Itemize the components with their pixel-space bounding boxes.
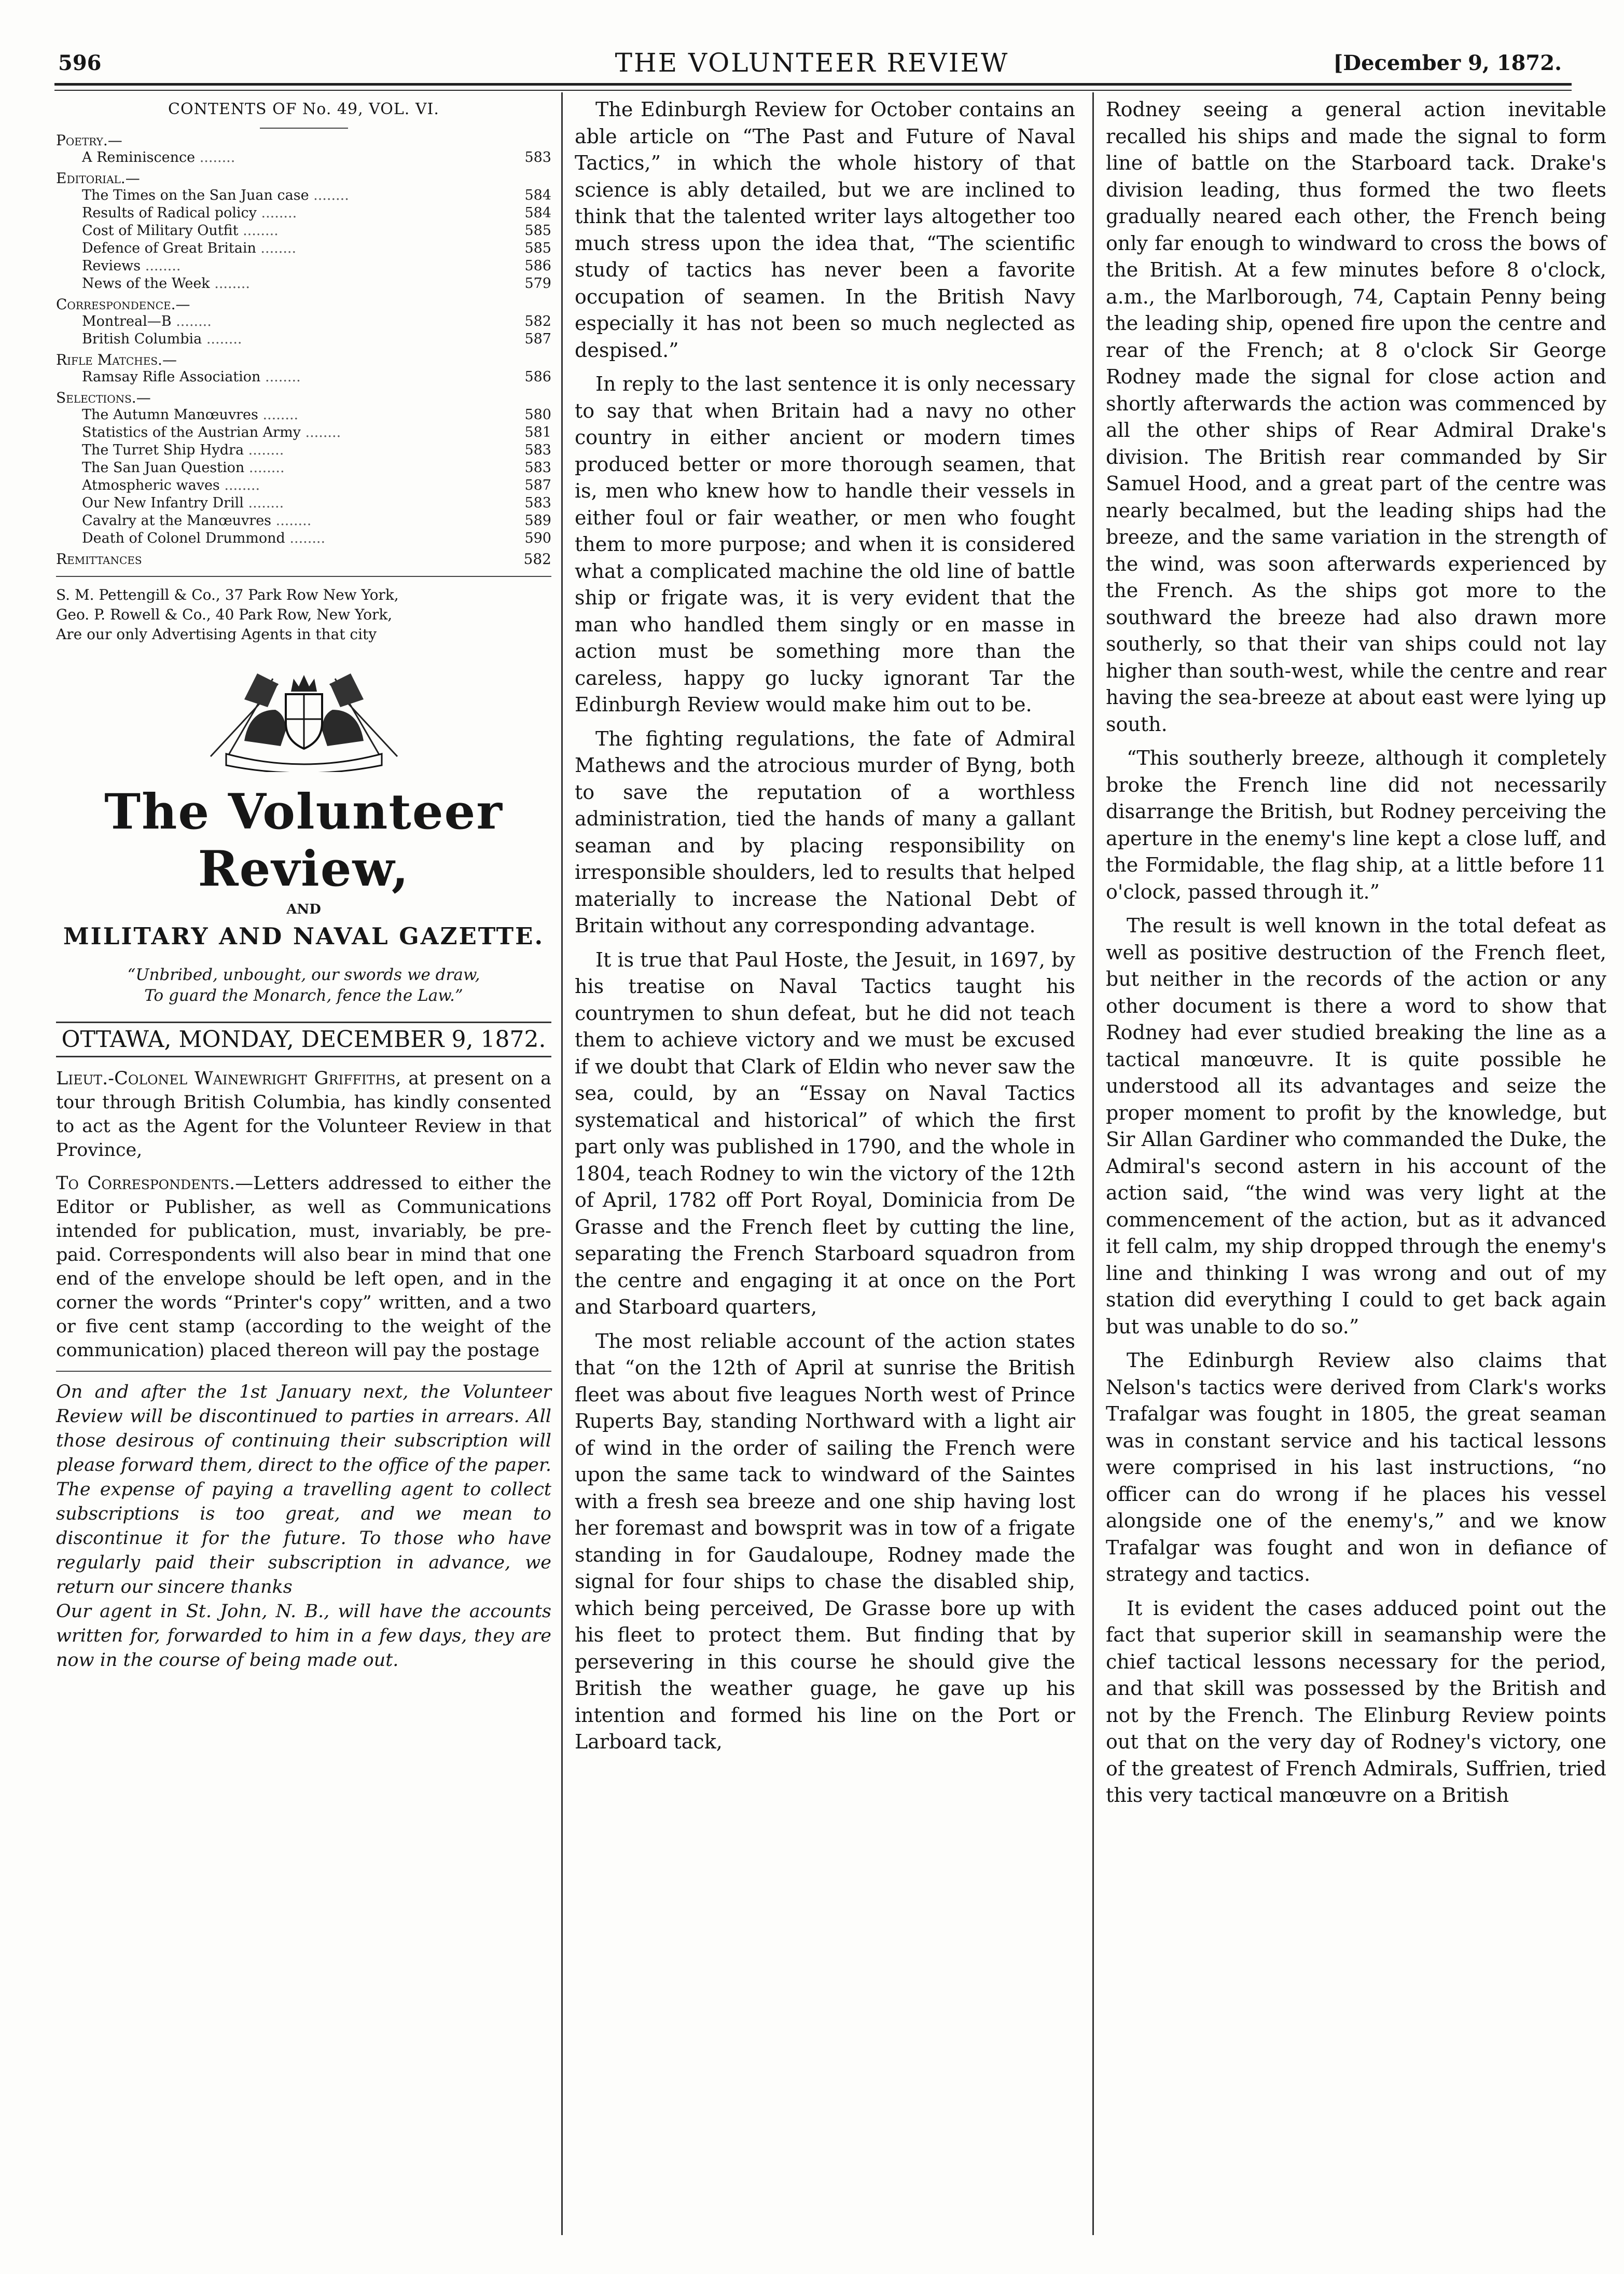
agent-notice bbox=[56, 1067, 551, 1162]
royal-arms-crest bbox=[195, 663, 413, 772]
section-heading-text: Rifle Matches.— bbox=[56, 351, 177, 368]
leader-dots: ........ bbox=[256, 205, 297, 221]
leader-dots: ........ bbox=[210, 275, 250, 292]
contents-item-title: Cost of Military Outfit bbox=[82, 223, 239, 239]
article-paragraph: “This southerly breeze, although it completely broke the French line did not necessarily disarrange the British, but Rodney perceiving the aperture in the enemy's line kept a close luff, and the Formidable, the flag ship, at a little before 11 o'clock, passed through it.” bbox=[1106, 747, 1606, 903]
arrears-notice: On and after the 1st January next, the Volunteer Review will be discontinued to parties in arrears. All those desirous of continuing their subscription will please forward them, direct to the office of the paper. The expense of paying a travelling agent to collect subscriptions is too great, and we mean to discontinue it for the future. To those who have regularly paid their subscription in advance, we return our sincere thanks bbox=[56, 1382, 551, 1597]
running-date: [December 9, 1872. bbox=[1333, 51, 1562, 75]
contents-item bbox=[56, 149, 551, 167]
contents-item bbox=[56, 530, 551, 547]
divider bbox=[56, 1371, 551, 1372]
motto-line: “Unbribed, unbought, our swords we draw, bbox=[127, 966, 480, 984]
contents-item-title: A Reminiscence bbox=[82, 149, 196, 166]
leader-dots: ........ bbox=[256, 240, 297, 256]
masthead-title: The Volunteer Review, bbox=[104, 783, 503, 898]
article-paragraph: It is true that Paul Hoste, the Jesuit, in 1697, by his treatise on Naval Tactics taught his countrymen to shun defeat, but he did not teach them to achieve victory and we must be excused if we doubt that Clark of Eldin who never saw the sea, could, by an “Essay on Naval Tactics systematical and historical” of which the first part only was published in 1790, and the whole in 1804, teach Rodney to win the victory of the 12th of April, 1782 off Port Royal, Dominicia from De Grasse and the French fleet by cutting the line, separating the French Starboard squadron from the centre and engaging it at once on the Port and Starboard quarters, bbox=[575, 948, 1075, 1318]
contents-page-number: 586 bbox=[524, 258, 551, 274]
contents-item bbox=[56, 204, 551, 222]
left-column bbox=[56, 96, 551, 1673]
contents-section-heading bbox=[56, 132, 551, 149]
contents-item bbox=[56, 240, 551, 257]
right-column bbox=[1106, 92, 1606, 1816]
article-paragraph: The result is well known in the total defeat as well as positive destruction of the French fleet, but neither in the records of the action or any other document is there a word to show that Rodney had ever studied breaking the line as a tactical manœuvre. It is quite possible he understood all its advantages and seize the proper moment to profit by the knowledge, but Sir Allan Gardiner who commanded the Duke, the Admiral's second astern in his account of the action said, “the wind was very light at the commencement of the action, but as it advanced it fell calm, my ship dropped through the enemy's line and thinking I was wrong and out of my station did everything I could to get back again but was unable to do so.” bbox=[1106, 914, 1606, 1338]
notice-lead: To Correspondents. bbox=[56, 1173, 235, 1194]
contents-rule bbox=[260, 128, 348, 129]
contents-page-number: 584 bbox=[524, 187, 551, 203]
motto-line: To guard the Monarch, fence the Law.” bbox=[144, 986, 463, 1005]
article-paragraph: The Edinburgh Review for October contains an able article on “The Past and Future of Naval Tactics,” in which the whole history of that science is ably detailed, but we are inclined to think that the talented writer lays altogether too much stress upon the idea that, “The scientific study of tactics has never been a favorite occupation of seamen. In the British Navy especially it has not been so much neglected as despised.” bbox=[575, 98, 1075, 362]
dateline: OTTAWA, MONDAY, DECEMBER 9, 1872. bbox=[56, 1022, 551, 1057]
contents-page-number: 583 bbox=[524, 149, 551, 166]
contents-page-number: 580 bbox=[524, 407, 551, 423]
advertising-agents bbox=[56, 585, 551, 644]
contents-item-title: The Autumn Manœuvres bbox=[82, 407, 258, 423]
leader-dots: ........ bbox=[243, 495, 284, 511]
contents-item bbox=[56, 368, 551, 386]
contents-page-number: 582 bbox=[523, 550, 551, 568]
leader-dots: ........ bbox=[238, 223, 279, 239]
contents-item bbox=[56, 494, 551, 512]
contents-section-heading bbox=[56, 389, 551, 406]
st-john-agent-notice: Our agent in St. John, N. B., will have the accounts written for, forwarded to him in a few days, they are now in the course of being made out. bbox=[56, 1601, 551, 1671]
section-heading-text: Editorial.— bbox=[56, 170, 140, 187]
leader-dots: ........ bbox=[258, 407, 299, 423]
contents-page-number: 590 bbox=[524, 530, 551, 546]
contents-page-number: 587 bbox=[524, 477, 551, 493]
contents-page-number: 579 bbox=[524, 275, 551, 292]
contents-page-number: 583 bbox=[524, 442, 551, 458]
contents-title: CONTENTS OF No. 49, VOL. VI. bbox=[168, 100, 439, 118]
agent-line: S. M. Pettengill & Co., 37 Park Row New York, bbox=[56, 586, 399, 603]
section-heading-text: Correspondence.— bbox=[56, 296, 190, 313]
contents-item-title: Montreal—B bbox=[82, 313, 172, 329]
section-heading-text: Remittances bbox=[56, 550, 142, 568]
contents-item bbox=[56, 424, 551, 442]
leader-dots: ........ bbox=[309, 187, 349, 203]
notice-lead: Lieut.-Colonel Wainewright Griffiths, bbox=[56, 1068, 401, 1089]
masthead-and: AND bbox=[286, 902, 321, 917]
correspondents-notice bbox=[56, 1172, 551, 1362]
leader-dots: ........ bbox=[171, 313, 212, 329]
leader-dots: ........ bbox=[195, 149, 235, 166]
article-paragraph: Rodney seeing a general action inevitable recalled his ships and made the signal to form line of battle on the Starboard tack. Drake's division leading, thus formed the two fleets gradually neared each other, the French being only far enough to windward to cross the bows of the British. At a few minutes before 8 o'clock, a.m., the Marlborough, 74, Captain Penny being the leading ship, opened fire upon the centre and rear of the French; at 8 o'clock Sir George Rodney made the signal for close action and shortly afterwards the action was commenced by all the other ships of Rear Admiral Drake's division. The British rear commanded by Sir Samuel Hood, and a great part of the centre was nearly becalmed, but the leading ships had the breeze, and the same variation in the strength of the wind, was soon afterwards experienced by the French. As the ships got more to the southward the breeze had also drawn more southerly, so that their van ships could not lay higher than south-west, while the centre and rear having the sea-breeze at about east were lying up south. bbox=[1106, 98, 1606, 736]
contents-item-title: Reviews bbox=[82, 258, 141, 274]
divider bbox=[56, 576, 551, 577]
contents-page-number: 583 bbox=[524, 495, 551, 511]
contents-item bbox=[56, 330, 551, 348]
leader-dots: ........ bbox=[219, 477, 260, 493]
contents-section-heading bbox=[56, 351, 551, 368]
running-title: THE VOLUNTEER REVIEW bbox=[615, 48, 1009, 78]
contents-item-title: British Columbia bbox=[82, 331, 202, 347]
leader-dots: ........ bbox=[244, 460, 285, 476]
article-paragraph: The Edinburgh Review also claims that Nelson's tactics were derived from Clark's works Trafalgar was fought in 1805, the great seaman was in constant service and his tactical lessons were comprised in his last instructions, “no officer can do wrong if he places his vessel alongside one of the enemy's,” and we know Trafalgar was fought and won in defiance of strategy and tactics. bbox=[1106, 1349, 1606, 1586]
contents-page-number: 583 bbox=[524, 460, 551, 476]
leader-dots: ........ bbox=[141, 258, 181, 274]
contents-item-title: Cavalry at the Manœuvres bbox=[82, 513, 272, 529]
leader-dots: ........ bbox=[285, 530, 326, 546]
column-divider bbox=[561, 92, 563, 2235]
contents-item-title: Results of Radical policy bbox=[82, 205, 257, 221]
contents-list bbox=[56, 132, 551, 568]
contents-page-number: 589 bbox=[524, 513, 551, 529]
contents-item-title: Statistics of the Austrian Army bbox=[82, 424, 301, 440]
contents-item-title: The Turret Ship Hydra bbox=[82, 442, 244, 458]
contents-item-title: Death of Colonel Drummond bbox=[82, 530, 285, 546]
contents-section-heading bbox=[56, 170, 551, 187]
middle-column bbox=[575, 92, 1075, 1763]
contents-item bbox=[56, 512, 551, 530]
leader-dots: ........ bbox=[300, 424, 341, 440]
column-divider bbox=[1092, 92, 1094, 2235]
contents-section-heading bbox=[56, 550, 551, 568]
notice-body: at present on a tour through British Columbia, has kindly consented to act as the Agent for the Volunteer Review in that Province, bbox=[56, 1068, 551, 1161]
section-heading-text: Poetry.— bbox=[56, 132, 122, 149]
masthead-subtitle: MILITARY AND NAVAL GAZETTE. bbox=[63, 922, 545, 950]
contents-page-number: 587 bbox=[524, 331, 551, 347]
contents-item bbox=[56, 257, 551, 275]
contents-page-number: 581 bbox=[524, 424, 551, 440]
leader-dots: ........ bbox=[202, 331, 242, 347]
notice-body: —Letters addressed to either the Editor or Publisher, as well as Communications intended for publication, must, invariably, be pre-paid. Correspondents will also bear in mind that one end of the envelope should be left open, and in the corner the words “Printer's copy” written, and a two or five cent stamp (according to the weight of the communication) placed thereon will pay the postage bbox=[56, 1173, 551, 1361]
article-paragraph: The most reliable account of the action states that “on the 12th of April at sunrise the British fleet was about five leagues North west of Prince Ruperts Bay, standing Northward with a light air of wind in the order of sailing the French were upon the same tack to windward of the Saintes with a fresh sea breeze and one ship having lost her foremast and bowsprit was in tow of a frigate standing in for Gaudaloupe, Rodney made the signal for four ships to chase the disabled ship, which being perceived, De Grasse bore up with his fleet to protect them. But finding that by persevering in this course he should give the British the weather guage, he gave up his intention and formed his line on the Port or Larboard tack, bbox=[575, 1329, 1075, 1753]
contents-item-title: Atmospheric waves bbox=[82, 477, 220, 493]
contents-page-number: 586 bbox=[524, 369, 551, 385]
leader-dots: ........ bbox=[260, 369, 301, 385]
contents-item-title: Our New Infantry Drill bbox=[82, 495, 244, 511]
contents-item bbox=[56, 406, 551, 424]
contents-item bbox=[56, 459, 551, 477]
contents-page-number: 585 bbox=[524, 223, 551, 239]
contents-item bbox=[56, 222, 551, 240]
leader-dots: ........ bbox=[271, 513, 312, 529]
contents-item bbox=[56, 187, 551, 204]
contents-item bbox=[56, 477, 551, 494]
motto bbox=[56, 964, 551, 1006]
leader-dots: ........ bbox=[244, 442, 284, 458]
article-paragraph: The fighting regulations, the fate of Admiral Mathews and the atrocious murder of Byng, both to save the reputation of a worthless administration, tied the hands of many a gallant seaman and by placing responsibility on irresponsible shoulders, led to results that helped materially to increase the National Debt of Britain without any corresponding advantage. bbox=[575, 727, 1075, 937]
header-rule bbox=[54, 83, 1572, 86]
agent-line: Geo. P. Rowell & Co., 40 Park Row, New York, bbox=[56, 606, 393, 623]
contents-item-title: The Times on the San Juan case bbox=[82, 187, 309, 203]
contents-section-heading bbox=[56, 296, 551, 313]
page-number: 596 bbox=[58, 51, 102, 75]
contents-item bbox=[56, 313, 551, 330]
header-rule-thin bbox=[54, 90, 1572, 91]
article-paragraph: It is evident the cases adduced point out the fact that superior skill in seamanship were the chief tactical lessons necessary for the period, and that skill was possessed by the British and not by the French. The Elinburg Review points out that on the very day of Rodney's victory, one of the greatest of French Admirals, Suffrien, tried this very tactical manœuvre on a British bbox=[1106, 1596, 1606, 1807]
contents-page-number: 582 bbox=[524, 313, 551, 329]
contents-page-number: 585 bbox=[524, 240, 551, 256]
contents-item-title: Defence of Great Britain bbox=[82, 240, 256, 256]
contents-item bbox=[56, 275, 551, 293]
contents-page-number: 584 bbox=[524, 205, 551, 221]
section-heading-text: Selections.— bbox=[56, 389, 151, 406]
contents-item bbox=[56, 442, 551, 459]
article-paragraph: In reply to the last sentence it is only necessary to say that when Britain had a navy no other country in either ancient or modern times produced better or more thorough seamen, that is, men who knew how to handle their vessels in either foul or fair weather, or men who fought them to more purpose; and when it is considered what a complicated machine the old line of battle ship or frigate was, it is very evident that the man who handled them singly or en masse in action must be something more than the careless, happy go lucky ignorant Tar the Edinburgh Review would make him out to be. bbox=[575, 373, 1075, 716]
contents-item-title: News of the Week bbox=[82, 275, 210, 292]
contents-item-title: Ramsay Rifle Association bbox=[82, 369, 261, 385]
contents-item-title: The San Juan Question bbox=[82, 460, 245, 476]
agent-line: Are our only Advertising Agents in that city bbox=[56, 626, 377, 643]
